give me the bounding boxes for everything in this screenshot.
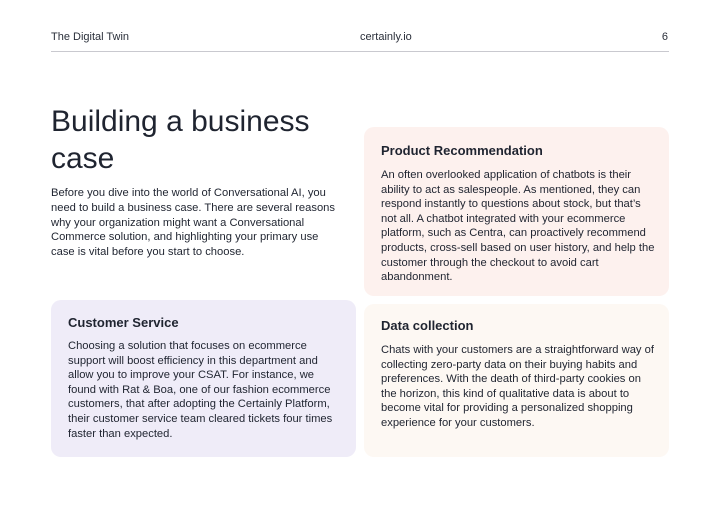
page-header bbox=[51, 31, 669, 52]
data-collection-card bbox=[364, 304, 669, 457]
card-title: Data collection bbox=[381, 318, 474, 333]
page-number: 6 bbox=[661, 31, 668, 43]
site-name: certainly.io bbox=[360, 31, 412, 43]
intro-paragraph: Before you dive into the world of Conversational AI, you need to build a business case. There are several reasons why your organization might want a Conversational Commerce solution, and highlighting your primary use case is vital before you start to choose. bbox=[51, 187, 336, 259]
customer-service-card bbox=[51, 300, 356, 457]
card-body: An often overlooked application of chatbots is their ability to act as salespeople. As mentioned, they can respond instantly to questions about stock, but that’s not all. A chatbot integrated with your ecommerce platform, such as Centra, can proactively recommend products, cross-sell based on user history, and help the customer through the checkout to avoid cart abandonment. bbox=[381, 169, 655, 284]
card-body: Choosing a solution that focuses on ecommerce support will boost efficiency in this department and allow you to improve your CSAT. For instance, we found with Rat & Boa, one of our fashion ecommerce customers, that after adopting the Certainly Platform, their customer service team cleared tickets four times faster than expected. bbox=[68, 340, 333, 440]
card-body: Chats with your customers are a straightforward way of collecting zero-party data on their buying habits and preferences. With the death of third-party cookies on the horizon, this kind of qualitative data is about to become vital for providing a personalized shopping experience for your customers. bbox=[381, 344, 654, 429]
document-title: The Digital Twin bbox=[51, 31, 130, 43]
card-title: Customer Service bbox=[68, 315, 179, 330]
product-recommendation-card bbox=[364, 127, 669, 296]
page-title: Building a business case bbox=[51, 105, 310, 175]
card-title: Product Recommendation bbox=[381, 143, 543, 158]
